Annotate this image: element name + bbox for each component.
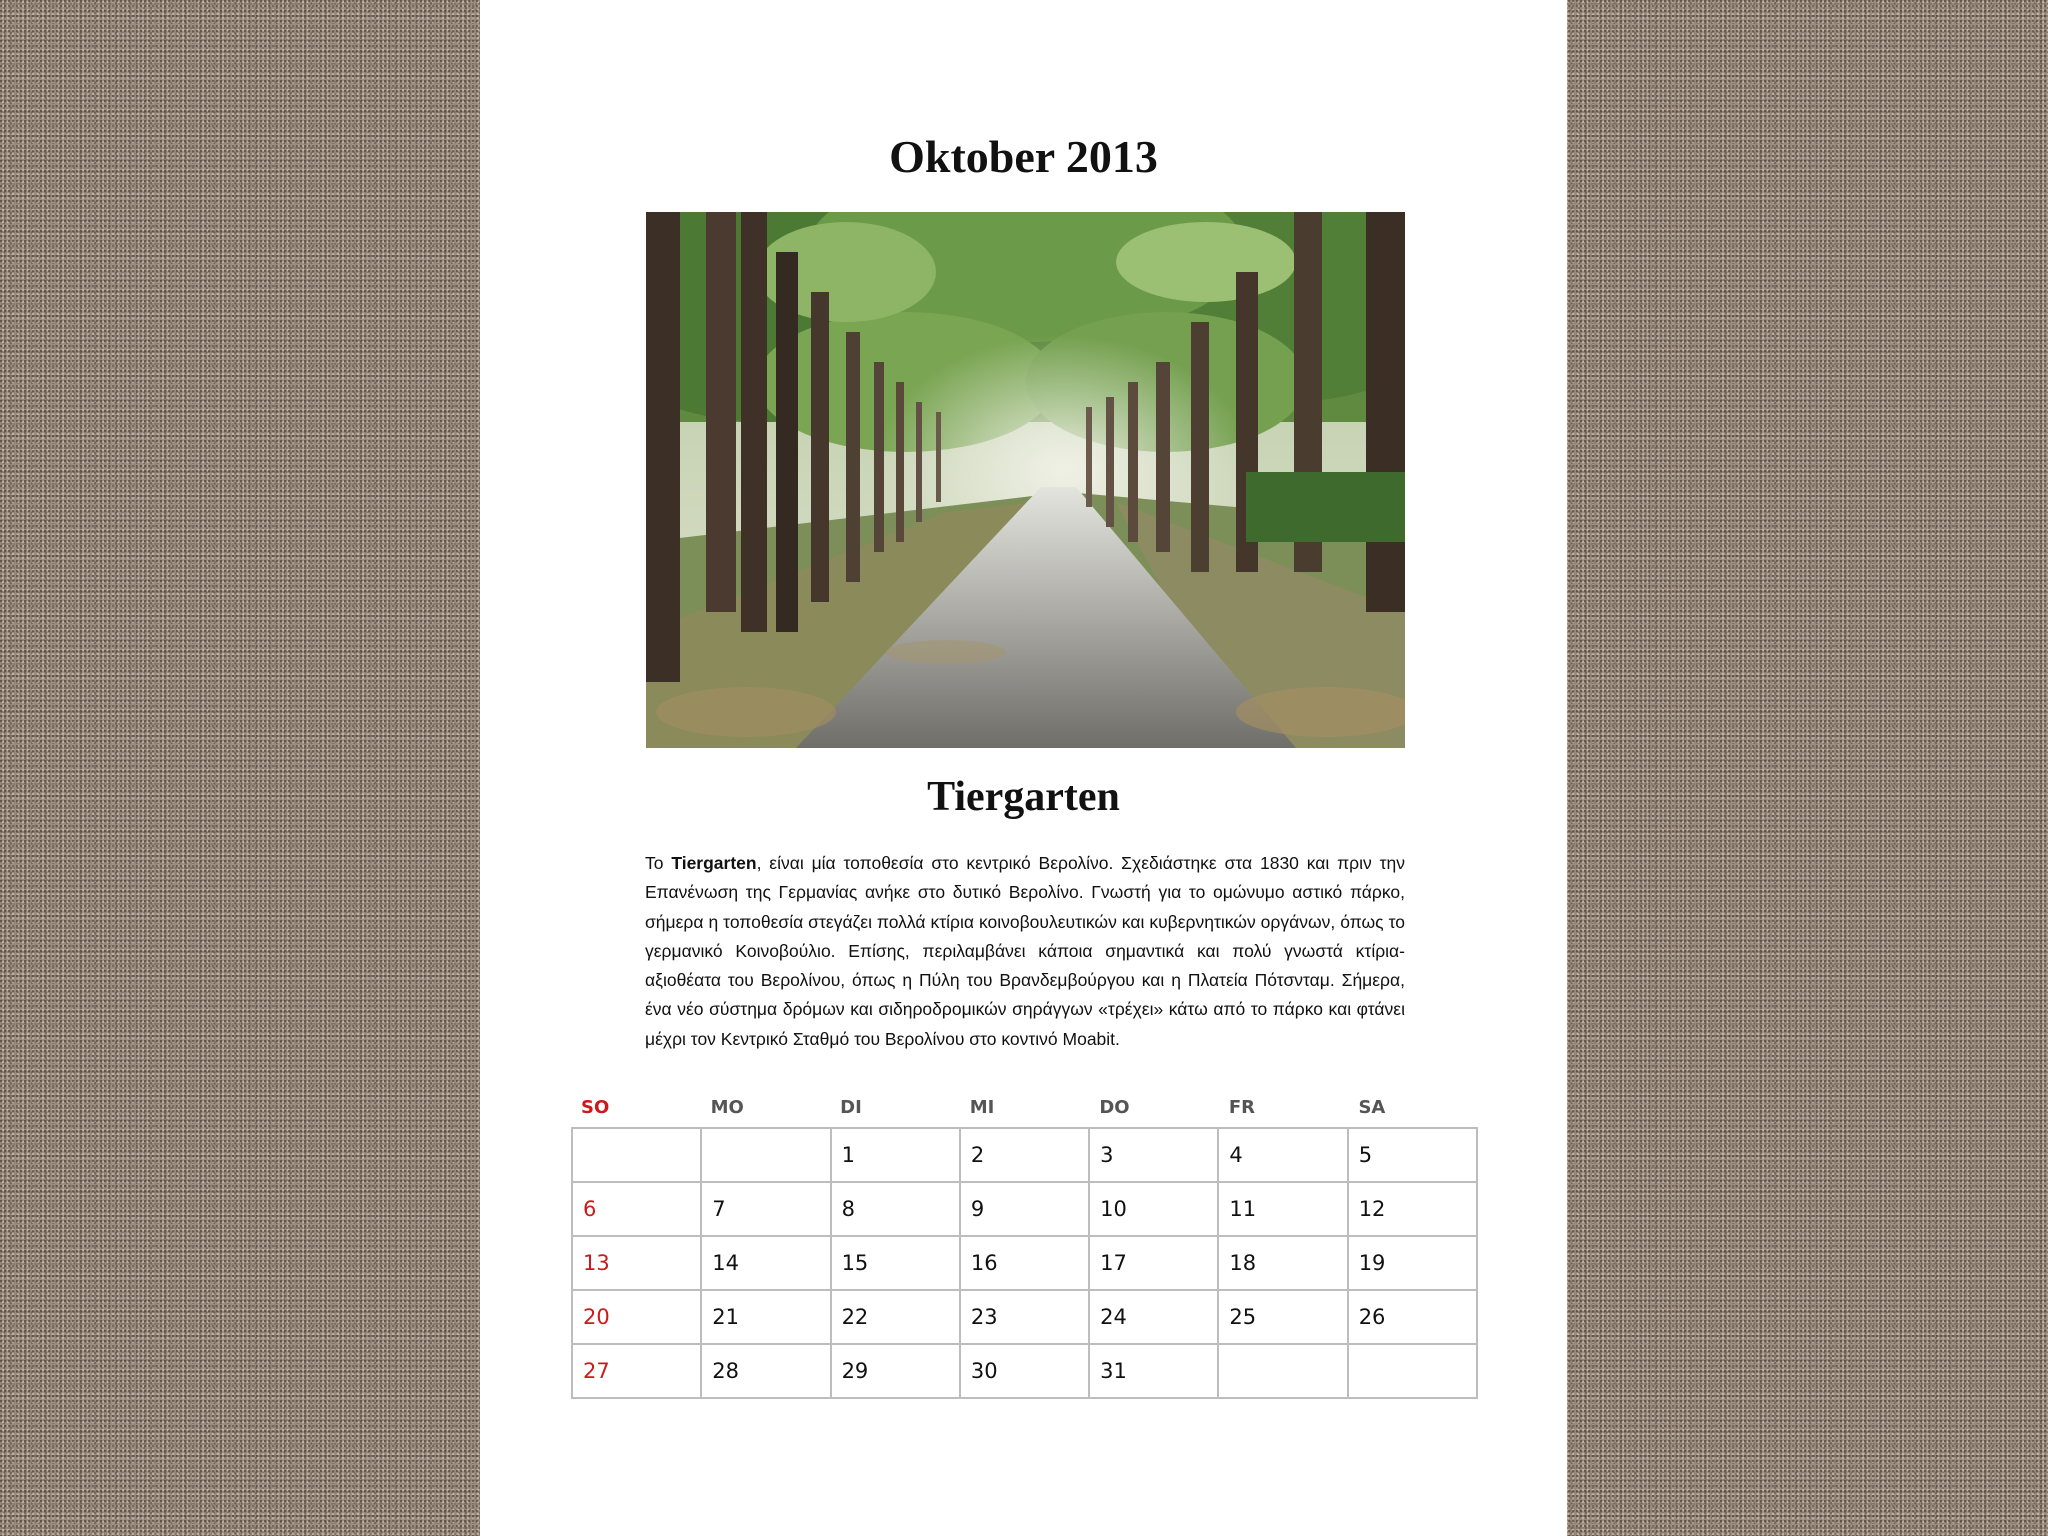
day-cell: 18 [1218, 1236, 1347, 1290]
description-text [645, 849, 1405, 1054]
day-cell [701, 1128, 830, 1182]
photo-title: Tiergarten [927, 774, 1120, 820]
calendar-week-row [572, 1128, 1477, 1182]
weekday-saturday: SA [1358, 1097, 1386, 1118]
day-cell: 6 [572, 1182, 701, 1236]
day-cell: 11 [1218, 1182, 1347, 1236]
day-cell: 4 [1218, 1128, 1347, 1182]
day-cell: 7 [701, 1182, 830, 1236]
day-cell [1348, 1344, 1477, 1398]
weekday-monday: MO [710, 1097, 744, 1118]
day-cell: 20 [572, 1290, 701, 1344]
calendar-week-row [572, 1236, 1477, 1290]
day-cell: 31 [1089, 1344, 1218, 1398]
month-title: Oktober 2013 [889, 131, 1158, 182]
day-cell: 1 [831, 1128, 960, 1182]
day-cell: 15 [831, 1236, 960, 1290]
day-cell: 19 [1348, 1236, 1477, 1290]
calendar-grid [571, 1127, 1478, 1399]
day-cell: 23 [960, 1290, 1089, 1344]
calendar-week-row [572, 1182, 1477, 1236]
day-cell: 5 [1348, 1128, 1477, 1182]
tiergarten-avenue-photo [646, 212, 1405, 748]
day-cell: 22 [831, 1290, 960, 1344]
calendar-page [480, 0, 1567, 1536]
day-cell: 26 [1348, 1290, 1477, 1344]
weekday-tuesday: DI [840, 1097, 862, 1118]
day-cell: 9 [960, 1182, 1089, 1236]
day-cell [1218, 1344, 1347, 1398]
day-cell: 3 [1089, 1128, 1218, 1182]
description-body: , είναι μία τοποθεσία στο κεντρικό Βερολίνο. Σχεδιάστηκε στα 1830 και πριν την Επανένωση της Γερμανίας ανήκε στο δυτικό Βερολίνο. Γνωστή για το ομώνυμο αστικό πάρκο, σήμερα η τοποθεσία στεγάζει πολλά κτίρια κοινοβουλευτικών και κυβερνητικών οργάνων, όπως το γερμανικό Κοινοβούλιο. Επίσης, περιλαμβάνει κάποια σημαντικά και πολύ γνωστά κτίρια-αξιοθέατα του Βερολίνου, όπως η Πύλη του Βρανδεμβούργου και η Πλατεία Πότσνταμ. Σήμερα, ένα νέο σύστημα δρόμων και σιδηροδρομικών σηράγγων «τρέχει» κάτω από το πάρκο και φτάνει μέχρι τον Κεντρικό Σταθμό του Βερολίνου στο κοντινό Moabit. [645, 853, 1405, 1049]
day-cell [572, 1128, 701, 1182]
day-cell: 10 [1089, 1182, 1218, 1236]
weekday-header-row [571, 1097, 1478, 1121]
day-cell: 2 [960, 1128, 1089, 1182]
day-cell: 17 [1089, 1236, 1218, 1290]
day-cell: 30 [960, 1344, 1089, 1398]
day-cell: 8 [831, 1182, 960, 1236]
calendar-week-row [572, 1344, 1477, 1398]
day-cell: 16 [960, 1236, 1089, 1290]
day-cell: 29 [831, 1344, 960, 1398]
weekday-wednesday: MI [969, 1097, 995, 1118]
weekday-friday: FR [1228, 1097, 1256, 1118]
day-cell: 28 [701, 1344, 830, 1398]
day-cell: 27 [572, 1344, 701, 1398]
day-cell: 24 [1089, 1290, 1218, 1344]
calendar-week-row [572, 1290, 1477, 1344]
day-cell: 21 [701, 1290, 830, 1344]
weekday-sunday: SO [581, 1097, 610, 1118]
description-lead: Το [645, 853, 672, 873]
description-subject: Tiergarten [671, 853, 757, 873]
weekday-thursday: DO [1099, 1097, 1130, 1118]
day-cell: 13 [572, 1236, 701, 1290]
day-cell: 12 [1348, 1182, 1477, 1236]
day-cell: 14 [701, 1236, 830, 1290]
day-cell: 25 [1218, 1290, 1347, 1344]
